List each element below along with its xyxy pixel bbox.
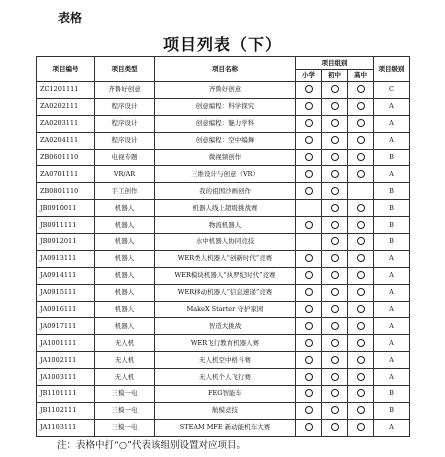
table-row [37, 284, 410, 301]
project-name-cell: 创意编程：空中编舞 [155, 132, 296, 149]
circle-mark-icon [305, 271, 313, 279]
project-name-cell: 我的祖国沙画创作 [155, 183, 296, 200]
project-type-cell: 机器人 [95, 250, 155, 267]
senior-cell [348, 217, 374, 234]
circle-mark-icon [305, 136, 313, 144]
circle-mark-icon [305, 305, 313, 313]
circle-mark-icon [305, 85, 313, 93]
project-level-cell: B [374, 386, 410, 403]
project-level-cell: B [374, 183, 410, 200]
circle-mark-icon [305, 423, 313, 431]
circle-mark-icon [357, 136, 365, 144]
junior-cell [322, 335, 348, 352]
project-name-cell: 物流机器人 [155, 217, 296, 234]
project-code-cell: JA0913111 [37, 250, 95, 267]
senior-cell [348, 234, 374, 251]
table-row [37, 234, 410, 251]
junior-cell [322, 98, 348, 115]
circle-mark-icon [357, 271, 365, 279]
project-code-cell: JB0911111 [37, 217, 95, 234]
circle-mark-icon [305, 406, 313, 414]
table-row [37, 250, 410, 267]
header-primary: 小学 [296, 70, 322, 82]
project-type-cell: 机器人 [95, 267, 155, 284]
project-name-cell: 齐鲁好创意 [155, 82, 296, 99]
primary-cell [296, 301, 322, 318]
project-name-cell: 三维设计与创意（VR） [155, 166, 296, 183]
circle-mark-icon [331, 322, 339, 330]
junior-cell [322, 149, 348, 166]
circle-mark-icon [305, 339, 313, 347]
project-table [36, 56, 410, 437]
circle-mark-icon [357, 423, 365, 431]
circle-mark-icon [357, 153, 365, 161]
senior-cell [348, 166, 374, 183]
project-level-cell: A [374, 335, 410, 352]
primary-cell [296, 419, 322, 436]
project-name-cell: 智造大挑战 [155, 318, 296, 335]
project-type-cell: 机器人 [95, 284, 155, 301]
primary-cell [296, 149, 322, 166]
project-level-cell: B [374, 234, 410, 251]
project-code-cell: JB1102111 [37, 402, 95, 419]
project-type-cell: 无人机 [95, 369, 155, 386]
header-type: 项目类型 [95, 57, 155, 82]
project-type-cell: 机器人 [95, 234, 155, 251]
junior-cell [322, 166, 348, 183]
project-name-cell: 微视频创作 [155, 149, 296, 166]
project-name-cell: STEAM MFE 新动能机车大赛 [155, 419, 296, 436]
project-type-cell: 三模一电 [95, 386, 155, 403]
circle-mark-icon [331, 85, 339, 93]
project-code-cell: JA1103111 [37, 419, 95, 436]
circle-mark-icon [357, 356, 365, 364]
project-type-cell: 三模一电 [95, 419, 155, 436]
header-group: 项目组别 [296, 57, 374, 70]
circle-mark-icon [331, 204, 339, 212]
project-type-cell: 手工创作 [95, 183, 155, 200]
junior-cell [322, 301, 348, 318]
senior-cell [348, 115, 374, 132]
header-senior: 高中 [348, 70, 374, 82]
junior-cell [322, 352, 348, 369]
table-row [37, 419, 410, 436]
junior-cell [322, 217, 348, 234]
project-code-cell: JB0910011 [37, 200, 95, 217]
circle-mark-icon [331, 339, 339, 347]
table-row [37, 200, 410, 217]
circle-mark-icon [357, 288, 365, 296]
primary-cell [296, 386, 322, 403]
primary-cell [296, 82, 322, 99]
senior-cell [348, 98, 374, 115]
junior-cell [322, 183, 348, 200]
header-name: 项目名称 [155, 57, 296, 82]
junior-cell [322, 115, 348, 132]
project-code-cell: JA1001111 [37, 335, 95, 352]
project-name-cell: WER飞行教育机器人赛 [155, 335, 296, 352]
project-code-cell: ZB0601110 [37, 149, 95, 166]
senior-cell [348, 149, 374, 166]
project-level-cell: A [374, 284, 410, 301]
project-code-cell: ZA0204111 [37, 132, 95, 149]
circle-mark-icon [357, 322, 365, 330]
header-junior: 初中 [322, 70, 348, 82]
primary-cell [296, 183, 322, 200]
project-name-cell: WER类人机器人“创新时代”竞赛 [155, 250, 296, 267]
table-row [37, 183, 410, 200]
table-row [37, 217, 410, 234]
junior-cell [322, 386, 348, 403]
circle-mark-icon [357, 254, 365, 262]
project-level-cell: B [374, 217, 410, 234]
junior-cell [322, 267, 348, 284]
junior-cell [322, 318, 348, 335]
circle-mark-icon [331, 119, 339, 127]
primary-cell [296, 250, 322, 267]
circle-mark-icon [357, 221, 365, 229]
primary-cell [296, 402, 322, 419]
project-code-cell: JA1002111 [37, 352, 95, 369]
circle-mark-icon [357, 237, 365, 245]
project-type-cell: 机器人 [95, 217, 155, 234]
primary-cell [296, 132, 322, 149]
circle-mark-icon [305, 170, 313, 178]
junior-cell [322, 402, 348, 419]
project-level-cell: B [374, 402, 410, 419]
circle-mark-icon [331, 305, 339, 313]
table-row [37, 352, 410, 369]
project-type-cell: 机器人 [95, 200, 155, 217]
circle-mark-icon [357, 119, 365, 127]
circle-mark-icon [331, 136, 339, 144]
table-row [37, 98, 410, 115]
table-row [37, 82, 410, 99]
circle-mark-icon [357, 339, 365, 347]
junior-cell [322, 132, 348, 149]
circle-mark-icon [357, 85, 365, 93]
senior-cell [348, 369, 374, 386]
project-code-cell: JA0916111 [37, 301, 95, 318]
project-name-cell: 水中机器人协同竞技 [155, 234, 296, 251]
project-code-cell: ZB0801110 [37, 183, 95, 200]
senior-cell [348, 318, 374, 335]
primary-cell [296, 369, 322, 386]
project-type-cell: 程序设计 [95, 132, 155, 149]
junior-cell [322, 419, 348, 436]
circle-mark-icon [331, 373, 339, 381]
senior-cell [348, 200, 374, 217]
circle-mark-icon [305, 322, 313, 330]
circle-mark-icon [331, 406, 339, 414]
junior-cell [322, 234, 348, 251]
primary-cell [296, 335, 322, 352]
primary-cell [296, 166, 322, 183]
project-code-cell: JA1003111 [37, 369, 95, 386]
project-name-cell: WER移动机器人“信息速递”竞赛 [155, 284, 296, 301]
project-name-cell: MakeX Starter 守护家园 [155, 301, 296, 318]
project-code-cell: JA0914111 [37, 267, 95, 284]
senior-cell [348, 402, 374, 419]
circle-mark-icon [331, 237, 339, 245]
circle-mark-icon [357, 373, 365, 381]
senior-cell [348, 352, 374, 369]
table-row [37, 335, 410, 352]
project-code-cell: JB0912011 [37, 234, 95, 251]
circle-mark-icon [305, 102, 313, 110]
circle-mark-icon [305, 373, 313, 381]
project-name-cell: 航模竞技 [155, 402, 296, 419]
circle-mark-icon [331, 288, 339, 296]
project-level-cell: A [374, 250, 410, 267]
primary-cell [296, 318, 322, 335]
circle-mark-icon [331, 153, 339, 161]
circle-mark-icon [357, 204, 365, 212]
circle-mark-icon [305, 356, 313, 364]
junior-cell [322, 200, 348, 217]
project-name-cell: 无人机空中格斗赛 [155, 352, 296, 369]
circle-mark-icon [331, 254, 339, 262]
circle-mark-icon [331, 102, 339, 110]
circle-mark-icon [305, 389, 313, 397]
project-code-cell: JA0917111 [37, 318, 95, 335]
project-type-cell: 三模一电 [95, 402, 155, 419]
table-row [37, 402, 410, 419]
circle-mark-icon [305, 254, 313, 262]
table-row [37, 149, 410, 166]
senior-cell [348, 82, 374, 99]
project-name-cell: 机器人线上超级挑战赛 [155, 200, 296, 217]
project-level-cell: B [374, 200, 410, 217]
project-type-cell: 程序设计 [95, 115, 155, 132]
primary-cell [296, 98, 322, 115]
footnote: 注：表格中打“○”代表该组别设置对应项目。 [57, 440, 247, 451]
project-type-cell: 机器人 [95, 301, 155, 318]
table-row [37, 267, 410, 284]
project-type-cell: 无人机 [95, 335, 155, 352]
table-row [37, 115, 410, 132]
project-level-cell: C [374, 82, 410, 99]
project-name-cell: 创意编程：科学探究 [155, 98, 296, 115]
primary-cell [296, 200, 322, 217]
primary-cell [296, 267, 322, 284]
project-level-cell: A [374, 318, 410, 335]
table-row [37, 386, 410, 403]
circle-mark-icon [305, 153, 313, 161]
project-name-cell: FEG智能车 [155, 386, 296, 403]
circle-mark-icon [331, 187, 339, 195]
project-type-cell: 程序设计 [95, 98, 155, 115]
project-level-cell: A [374, 352, 410, 369]
circle-mark-icon [357, 389, 365, 397]
circle-mark-icon [305, 119, 313, 127]
senior-cell [348, 419, 374, 436]
senior-cell [348, 250, 374, 267]
project-name-cell: WER模块机器人“执罗纪时代”竞赛 [155, 267, 296, 284]
circle-mark-icon [331, 389, 339, 397]
junior-cell [322, 369, 348, 386]
primary-cell [296, 352, 322, 369]
circle-mark-icon [305, 187, 313, 195]
project-level-cell: A [374, 98, 410, 115]
project-type-cell: 机器人 [95, 318, 155, 335]
senior-cell [348, 386, 374, 403]
project-level-cell: A [374, 166, 410, 183]
senior-cell [348, 267, 374, 284]
junior-cell [322, 82, 348, 99]
project-code-cell: ZC1201111 [37, 82, 95, 99]
project-level-cell: A [374, 419, 410, 436]
project-code-cell: JB1101111 [37, 386, 95, 403]
project-type-cell: 电视专题 [95, 149, 155, 166]
circle-mark-icon [357, 305, 365, 313]
senior-cell [348, 284, 374, 301]
project-code-cell: ZA0701111 [37, 166, 95, 183]
table-body [37, 82, 410, 437]
table-row [37, 301, 410, 318]
junior-cell [322, 250, 348, 267]
circle-mark-icon [357, 102, 365, 110]
project-type-cell: VR/AR [95, 166, 155, 183]
project-type-cell: 无人机 [95, 352, 155, 369]
project-level-cell: A [374, 115, 410, 132]
table-title: 项目列表（下） [162, 35, 282, 54]
header-level: 项目级别 [374, 57, 410, 82]
table-row [37, 318, 410, 335]
project-level-cell: A [374, 369, 410, 386]
table-row [37, 166, 410, 183]
senior-cell [348, 183, 374, 200]
project-level-cell: A [374, 132, 410, 149]
senior-cell [348, 132, 374, 149]
senior-cell [348, 301, 374, 318]
primary-cell [296, 115, 322, 132]
circle-mark-icon [331, 423, 339, 431]
primary-cell [296, 284, 322, 301]
project-code-cell: ZA0202111 [37, 98, 95, 115]
junior-cell [322, 284, 348, 301]
circle-mark-icon [357, 406, 365, 414]
primary-cell [296, 217, 322, 234]
circle-mark-icon [331, 356, 339, 364]
project-code-cell: ZA0203111 [37, 115, 95, 132]
project-name-cell: 创意编程：魅力学科 [155, 115, 296, 132]
primary-cell [296, 234, 322, 251]
circle-mark-icon [305, 221, 313, 229]
circle-mark-icon [331, 170, 339, 178]
project-level-cell: A [374, 267, 410, 284]
project-code-cell: JA0915111 [37, 284, 95, 301]
circle-mark-icon [331, 221, 339, 229]
doc-label: 表格 [58, 11, 83, 25]
table-row [37, 369, 410, 386]
header-code: 项目编号 [37, 57, 95, 82]
project-level-cell: A [374, 301, 410, 318]
table-row [37, 132, 410, 149]
senior-cell [348, 335, 374, 352]
project-name-cell: 无人机个人飞行赛 [155, 369, 296, 386]
circle-mark-icon [357, 170, 365, 178]
project-type-cell: 齐鲁好创意 [95, 82, 155, 99]
circle-mark-icon [305, 288, 313, 296]
circle-mark-icon [331, 271, 339, 279]
project-level-cell: B [374, 149, 410, 166]
